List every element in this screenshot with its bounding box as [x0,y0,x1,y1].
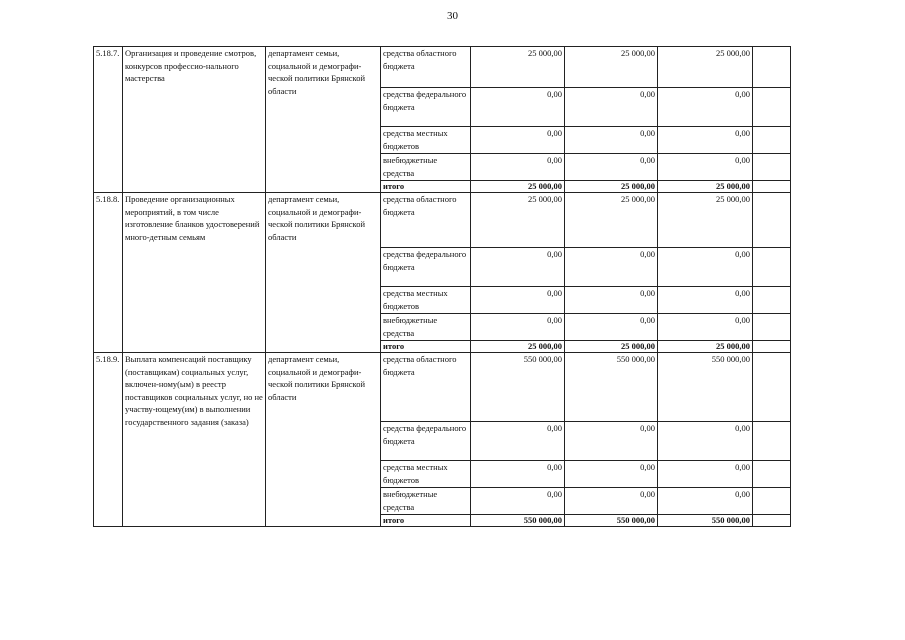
total-value: 25 000,00 [658,181,753,193]
value-cell: 0,00 [565,88,658,127]
total-value [753,341,791,353]
budget-table [93,46,791,527]
measure-name: Организация и проведение смотров, конкурсов профессио-нального мастерства [123,47,266,193]
value-cell: 25 000,00 [565,47,658,88]
source-label: средства областного бюджета [381,47,471,88]
source-label: средства местных бюджетов [381,461,471,488]
source-label: внебюджетные средства [381,154,471,181]
value-cell: 0,00 [471,127,565,154]
total-value: 550 000,00 [471,515,565,527]
total-value [753,515,791,527]
source-label: средства местных бюджетов [381,287,471,314]
value-cell: 25 000,00 [658,193,753,248]
table-row [94,47,791,88]
value-cell [753,488,791,515]
value-cell [753,248,791,287]
value-cell: 0,00 [658,461,753,488]
total-label: итого [381,181,471,193]
page-number: 30 [447,10,458,22]
executor: департамент семьи, социальной и демографи-ческой политики Брянской области [266,47,381,193]
value-cell: 0,00 [658,488,753,515]
value-cell: 0,00 [565,461,658,488]
value-cell: 0,00 [565,287,658,314]
value-cell [753,127,791,154]
source-label: средства местных бюджетов [381,127,471,154]
measure-name: Проведение организационных мероприятий, в том числе изготовление бланков удостоверений много-детным семьям [123,193,266,353]
value-cell: 0,00 [565,127,658,154]
total-value: 25 000,00 [471,181,565,193]
total-value: 25 000,00 [471,341,565,353]
value-cell: 0,00 [471,488,565,515]
value-cell: 0,00 [565,488,658,515]
value-cell [753,287,791,314]
value-cell: 0,00 [565,314,658,341]
value-cell: 0,00 [565,248,658,287]
value-cell [753,193,791,248]
value-cell: 0,00 [471,422,565,461]
source-label: внебюджетные средства [381,488,471,515]
total-value: 550 000,00 [565,515,658,527]
total-value: 25 000,00 [658,341,753,353]
value-cell: 0,00 [658,248,753,287]
value-cell: 0,00 [471,287,565,314]
row-code: 5.18.7. [94,47,123,193]
value-cell: 25 000,00 [471,193,565,248]
total-value: 25 000,00 [565,341,658,353]
value-cell [753,461,791,488]
value-cell: 0,00 [658,154,753,181]
row-code: 5.18.8. [94,193,123,353]
source-label: средства федерального бюджета [381,422,471,461]
value-cell: 25 000,00 [471,47,565,88]
executor: департамент семьи, социальной и демографи-ческой политики Брянской области [266,193,381,353]
source-label: средства федерального бюджета [381,248,471,287]
value-cell [753,353,791,422]
total-label: итого [381,515,471,527]
value-cell: 0,00 [658,287,753,314]
value-cell: 0,00 [565,154,658,181]
value-cell: 25 000,00 [565,193,658,248]
value-cell: 0,00 [658,314,753,341]
row-code: 5.18.9. [94,353,123,527]
total-value: 25 000,00 [565,181,658,193]
value-cell: 0,00 [658,127,753,154]
source-label: средства областного бюджета [381,353,471,422]
value-cell: 0,00 [471,248,565,287]
value-cell: 0,00 [471,314,565,341]
source-label: средства федерального бюджета [381,88,471,127]
table-row [94,193,791,248]
source-label: средства областного бюджета [381,193,471,248]
value-cell [753,47,791,88]
value-cell: 550 000,00 [565,353,658,422]
value-cell [753,88,791,127]
measure-name: Выплата компенсаций поставщику (поставщикам) социальных услуг, включен-ному(ым) в реестр поставщиков социальных услуг, но не участву-ющему(им) в выполнении государственного задания (заказа) [123,353,266,527]
value-cell: 25 000,00 [658,47,753,88]
value-cell: 0,00 [658,422,753,461]
value-cell: 0,00 [471,154,565,181]
value-cell [753,314,791,341]
value-cell: 550 000,00 [658,353,753,422]
total-value [753,181,791,193]
table-row [94,353,791,422]
total-label: итого [381,341,471,353]
source-label: внебюджетные средства [381,314,471,341]
total-value: 550 000,00 [658,515,753,527]
value-cell [753,154,791,181]
value-cell: 550 000,00 [471,353,565,422]
value-cell: 0,00 [471,461,565,488]
value-cell: 0,00 [471,88,565,127]
value-cell: 0,00 [565,422,658,461]
value-cell [753,422,791,461]
executor: департамент семьи, социальной и демографи-ческой политики Брянской области [266,353,381,527]
value-cell: 0,00 [658,88,753,127]
